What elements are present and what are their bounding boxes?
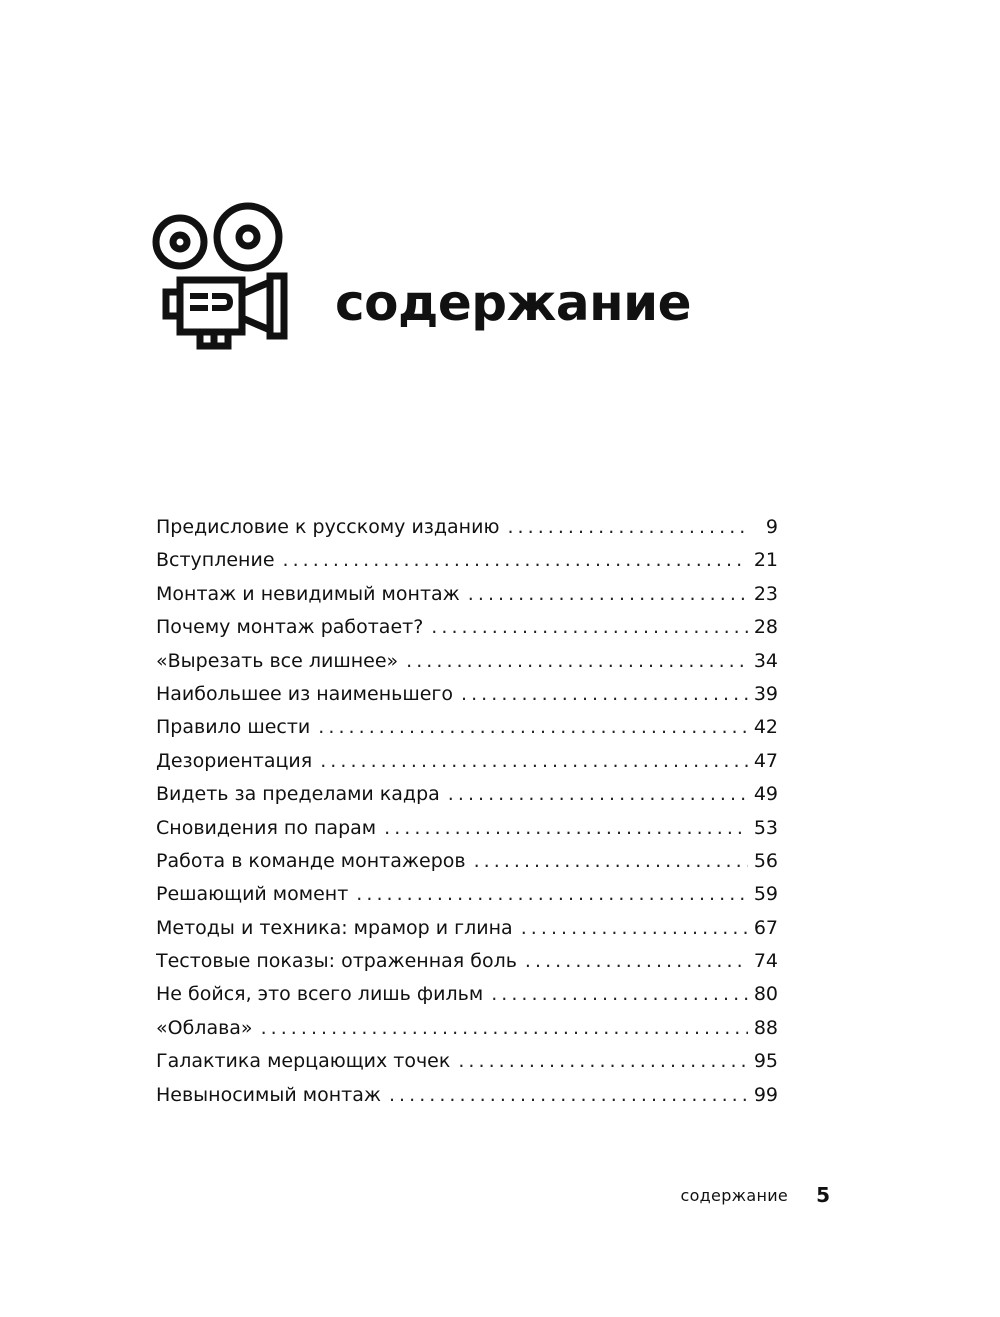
toc-entry[interactable]: [156, 1079, 778, 1112]
page-title: содержание: [335, 274, 692, 332]
toc-entry[interactable]: [156, 578, 778, 611]
toc-entry-page: 56: [753, 849, 778, 872]
running-head: содержание: [680, 1185, 789, 1205]
toc-entry-page: 59: [753, 883, 778, 906]
dot-leader: [521, 912, 748, 945]
page-footer: [640, 1180, 830, 1210]
dot-leader: [525, 945, 748, 978]
page-header: [150, 200, 750, 360]
toc-entry-title: Наибольшее из наименьшего: [156, 682, 453, 705]
toc-entry-title: Монтаж и невидимый монтаж: [156, 582, 460, 605]
dot-leader: [261, 1012, 748, 1045]
toc-entry-page: 88: [753, 1016, 778, 1039]
toc-entry-page: 9: [765, 516, 778, 538]
toc-entry[interactable]: [156, 1045, 778, 1078]
dot-leader: [389, 1079, 748, 1112]
toc-entry-title: Правило шести: [156, 716, 311, 739]
dot-leader: [318, 711, 748, 744]
table-of-contents: [156, 511, 778, 1112]
toc-entry[interactable]: [156, 878, 778, 911]
toc-entry-page: 99: [753, 1083, 778, 1106]
toc-entry-page: 95: [753, 1050, 778, 1073]
page-number: 5: [816, 1183, 830, 1207]
toc-entry-page: 74: [753, 950, 778, 973]
toc-entry[interactable]: [156, 778, 778, 811]
toc-entry-title: Предисловие к русскому изданию: [156, 516, 500, 538]
toc-entry-page: 23: [753, 582, 778, 605]
toc-entry-page: 53: [753, 816, 778, 839]
toc-entry-page: 80: [753, 983, 778, 1006]
dot-leader: [468, 578, 748, 611]
dot-leader: [283, 544, 748, 577]
toc-entry-page: 34: [753, 649, 778, 672]
toc-entry[interactable]: [156, 945, 778, 978]
dot-leader: [491, 978, 748, 1011]
toc-entry[interactable]: [156, 711, 778, 744]
toc-entry[interactable]: [156, 978, 778, 1011]
toc-entry-title: Методы и техника: мрамор и глина: [156, 916, 513, 939]
toc-entry-title: Сновидения по парам: [156, 816, 377, 839]
dot-leader: [356, 878, 748, 911]
toc-entry-title: «Облава»: [156, 1016, 253, 1039]
toc-entry-title: Видеть за пределами кадра: [156, 783, 440, 806]
toc-entry[interactable]: [156, 812, 778, 845]
toc-entry-page: 42: [753, 716, 778, 739]
toc-entry-page: 39: [753, 682, 778, 705]
film-camera-icon: [150, 200, 310, 360]
toc-entry[interactable]: [156, 544, 778, 577]
toc-entry-title: Работа в команде монтажеров: [156, 849, 466, 872]
toc-entry-page: 67: [753, 916, 778, 939]
toc-entry[interactable]: [156, 912, 778, 945]
dot-leader: [507, 511, 750, 544]
toc-entry-title: Дезориентация: [156, 749, 313, 772]
toc-entry-page: 28: [753, 616, 778, 639]
dot-leader: [474, 845, 748, 878]
toc-entry-page: 47: [753, 749, 778, 772]
dot-leader: [458, 1045, 747, 1078]
dot-leader: [406, 645, 748, 678]
toc-entry[interactable]: [156, 1012, 778, 1045]
toc-entry-title: Невыносимый монтаж: [156, 1083, 381, 1106]
dot-leader: [461, 678, 748, 711]
toc-entry[interactable]: [156, 611, 778, 644]
toc-entry[interactable]: [156, 745, 778, 778]
toc-entry-title: Почему монтаж работает?: [156, 616, 424, 639]
dot-leader: [431, 611, 748, 644]
toc-entry-title: Не бойся, это всего лишь фильм: [156, 983, 484, 1006]
toc-entry-title: Тестовые показы: отраженная боль: [156, 950, 517, 973]
toc-entry-page: 21: [753, 549, 778, 572]
toc-entry-title: «Вырезать все лишнее»: [156, 649, 399, 672]
toc-entry-title: Вступление: [156, 549, 275, 572]
toc-entry[interactable]: [156, 645, 778, 678]
toc-entry-title: Галактика мерцающих точек: [156, 1050, 451, 1073]
toc-entry[interactable]: [156, 845, 778, 878]
dot-leader: [448, 778, 748, 811]
toc-entry[interactable]: [156, 511, 778, 544]
dot-leader: [384, 812, 748, 845]
dot-leader: [320, 745, 748, 778]
toc-entry-page: 49: [753, 783, 778, 806]
toc-entry-title: Решающий момент: [156, 883, 349, 906]
toc-entry[interactable]: [156, 678, 778, 711]
